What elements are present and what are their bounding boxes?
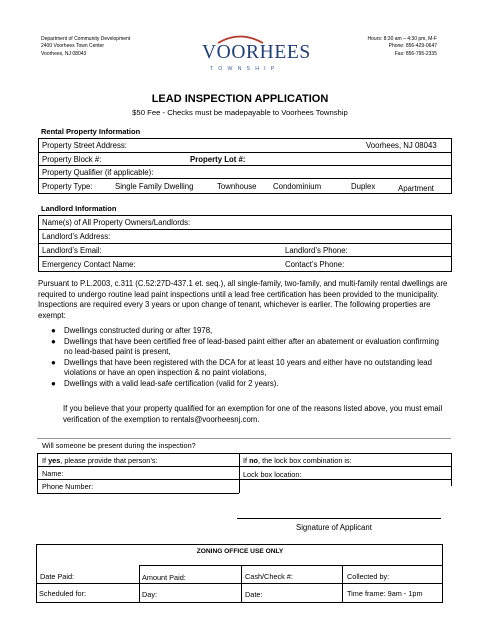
inspection-question: Will someone be present during the inspection? (42, 441, 196, 450)
rental-section-heading: Rental Property Information (41, 127, 141, 136)
no-instruction: If no, the lock box combination is: (243, 456, 352, 465)
bullet-icon: ● (51, 326, 56, 335)
property-type-label: Property Type: (42, 182, 93, 191)
city-state-zip: Voorhees, NJ 08043 (366, 141, 437, 150)
logo-main-text: VOORHEES (202, 42, 311, 63)
type-condominium[interactable]: Condominium (273, 182, 322, 191)
bullet-icon: ● (51, 357, 56, 367)
phone-line: Phone: 856-429-0647 (388, 43, 437, 50)
type-duplex[interactable]: Duplex (351, 182, 376, 191)
exemption-closing: If you believe that your property qualified for an exemption for one of the reasons listed above, you must email verification of the exemption to rentals@voorheesnj.com. (63, 404, 443, 424)
fax-line: Fax: 856-795-2335 (394, 50, 437, 57)
signature-label: Signature of Applicant (296, 523, 372, 532)
page-title: LEAD INSPECTION APPLICATION (151, 93, 329, 105)
list-item: ● Dwellings that have been registered with the DCA for at least 10 years and either have no outstanding lead violations or have an open inspection & no paint violations, (51, 357, 432, 378)
qualifier-field[interactable]: Property Qualifier (if applicable): (42, 168, 154, 177)
day-field[interactable]: Day: (142, 590, 158, 599)
date-paid-field[interactable]: Date Paid: (40, 572, 75, 581)
landlord-phone-field[interactable]: Landlord’s Phone: (285, 246, 348, 255)
township-logo (200, 33, 311, 77)
time-frame-field: Time frame: 9am - 1pm (347, 589, 423, 598)
date-field[interactable]: Date: (245, 590, 263, 599)
emergency-contact-field[interactable]: Emergency Contact Name: (42, 260, 136, 269)
scheduled-for-field[interactable]: Scheduled for: (39, 589, 87, 598)
zoning-heading: ZONING OFFICE USE ONLY (196, 548, 284, 555)
exemption-list (49, 326, 449, 390)
landlord-address-field[interactable]: Landlord’s Address: (42, 232, 111, 241)
type-single-family[interactable]: Single Family Dwelling (115, 182, 194, 191)
logo-sub-text: TOWNSHIP (210, 66, 280, 72)
intro-paragraph: Pursuant to P.L.2003, c.311 (C.52:27D-437.1 et. seq.), all single-family, two-family, and multi-family rental dwellings are required to undergo routine lead paint inspections until a lead free certification has been provided to the municipality. Inspections are required every 3 years or upon change of tenant, whichever is earlier. The following properties are exempt: (38, 279, 448, 320)
fee-subtitle: $50 Fee - Checks must be madepayable to Voorhees Township (132, 108, 348, 117)
person-phone-field[interactable]: Phone Number: (42, 482, 94, 491)
landlord-section-heading: Landlord Information (41, 204, 117, 213)
dept-line-2: 2400 Voorhees Town Center (41, 43, 105, 50)
yes-instruction: If yes, please provide that person’s: (42, 456, 158, 465)
type-apartment[interactable]: Apartment (398, 184, 434, 193)
owners-field[interactable]: Name(s) of All Property Owners/Landlords: (42, 218, 191, 227)
lockbox-location-field[interactable]: Lock box location: (243, 470, 302, 479)
cash-check-field[interactable]: Cash/Check #: (245, 572, 293, 581)
person-name-field[interactable]: Name: (42, 469, 64, 478)
bullet-icon: ● (51, 378, 56, 388)
type-townhouse[interactable]: Townhouse (217, 182, 257, 191)
lot-field[interactable]: Property Lot #: (190, 155, 246, 164)
block-field[interactable]: Property Block #: (42, 155, 102, 164)
list-item: ● Dwellings constructed during or after 1978, (51, 326, 213, 335)
bullet-icon: ● (51, 336, 56, 346)
contact-phone-field[interactable]: Contact’s Phone: (285, 260, 345, 269)
office-contact (368, 36, 437, 58)
department-address (41, 36, 130, 58)
landlord-email-field[interactable]: Landlord’s Email: (42, 246, 102, 255)
dept-line-1: Department of Community Development (41, 36, 131, 42)
collected-by-field[interactable]: Collected by: (347, 572, 390, 581)
street-address-field[interactable]: Property Street Address: (42, 141, 127, 150)
amount-paid-field[interactable]: Amount Paid: (142, 573, 186, 582)
list-item: ● Dwellings that have been certified free of lead-based paint either after an abatement or evaluation confirming no lead-based paint is present, (51, 336, 439, 357)
hours-line: Hours: 8:30 am – 4:30 pm, M-F (367, 36, 437, 42)
list-item: ● Dwellings with a valid lead-safe certification (valid for 2 years). (51, 378, 279, 388)
dept-line-3: Voorhees, NJ 08043 (41, 50, 87, 57)
